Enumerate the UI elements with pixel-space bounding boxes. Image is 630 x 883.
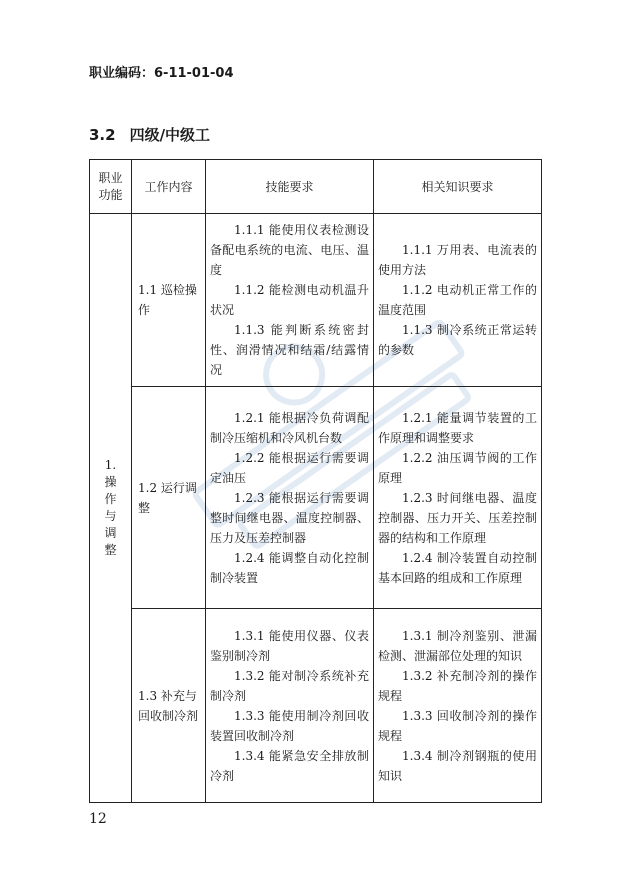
knowledge-item: 1.1.2 电动机正常工作的温度范围 (378, 283, 537, 317)
header-content: 工作内容 (132, 160, 206, 214)
skills-cell (206, 214, 374, 387)
skill-item: 1.2.2 能根据运行需要调定油压 (210, 450, 369, 485)
header-skills: 技能要求 (206, 160, 374, 214)
header-knowledge: 相关知识要求 (374, 160, 542, 214)
skill-item: 1.1.2 能检测电动机温升状况 (210, 283, 369, 317)
knowledge-item: 1.2.2 油压调节阀的工作原理 (378, 450, 537, 485)
knowledge-item: 1.3.4 制冷剂钢瓶的使用知识 (378, 748, 537, 783)
skill-item: 1.3.4 能紧急安全排放制冷剂 (210, 748, 369, 783)
skill-item: 1.2.1 能根据冷负荷调配制冷压缩机和冷风机台数 (210, 410, 369, 445)
content-cell: 1.2 运行调整 (132, 387, 206, 609)
knowledge-item: 1.2.1 能量调节装置的工作原理和调整要求 (378, 410, 537, 445)
section-title: 四级/中级工 (129, 126, 211, 144)
knowledge-cell (374, 214, 542, 387)
skill-item: 1.1.3 能判断系统密封性、润滑情况和结霜/结露情况 (210, 323, 369, 377)
section-heading (89, 124, 210, 145)
table-header-row (90, 160, 542, 214)
knowledge-cell (374, 609, 542, 803)
skills-table (89, 159, 542, 803)
skill-item: 1.3.1 能使用仪器、仪表鉴别制冷剂 (210, 628, 369, 663)
skill-item: 1.3.3 能使用制冷剂回收装置回收制冷剂 (210, 708, 369, 743)
knowledge-item: 1.3.1 制冷剂鉴别、泄漏检测、泄漏部位处理的知识 (378, 628, 537, 663)
section-number: 3.2 (89, 126, 116, 144)
content-cell: 1.1 巡检操作 (132, 214, 206, 387)
knowledge-cell (374, 387, 542, 609)
skills-cell (206, 387, 374, 609)
skill-item: 1.2.3 能根据运行需要调整时间继电器、温度控制器、压力及压差控制器 (210, 490, 369, 545)
skill-item: 1.2.4 能调整自动化控制制冷装置 (210, 550, 369, 585)
header-function: 职业功能 (90, 160, 132, 214)
knowledge-item: 1.1.1 万用表、电流表的使用方法 (378, 243, 537, 277)
table-row (90, 387, 542, 609)
knowledge-item: 1.2.4 制冷装置自动控制基本回路的组成和工作原理 (378, 550, 537, 585)
function-label: 1. 操作与调整 (104, 457, 117, 557)
page-number: 12 (89, 811, 107, 827)
occupation-code: 职业编码：6-11-01-04 (89, 66, 234, 81)
skills-cell (206, 609, 374, 803)
function-cell (90, 214, 132, 803)
knowledge-item: 1.3.2 补充制冷剂的操作规程 (378, 668, 537, 703)
skill-item: 1.3.2 能对制冷系统补充制冷剂 (210, 668, 369, 703)
content-cell: 1.3 补充与回收制冷剂 (132, 609, 206, 803)
table-row (90, 609, 542, 803)
knowledge-item: 1.3.3 回收制冷剂的操作规程 (378, 708, 537, 743)
skill-item: 1.1.1 能使用仪表检测设备配电系统的电流、电压、温度 (210, 223, 369, 277)
knowledge-item: 1.2.3 时间继电器、温度控制器、压力开关、压差控制器的结构和工作原理 (378, 490, 537, 545)
table-row (90, 214, 542, 387)
knowledge-item: 1.1.3 制冷系统正常运转的参数 (378, 323, 537, 357)
